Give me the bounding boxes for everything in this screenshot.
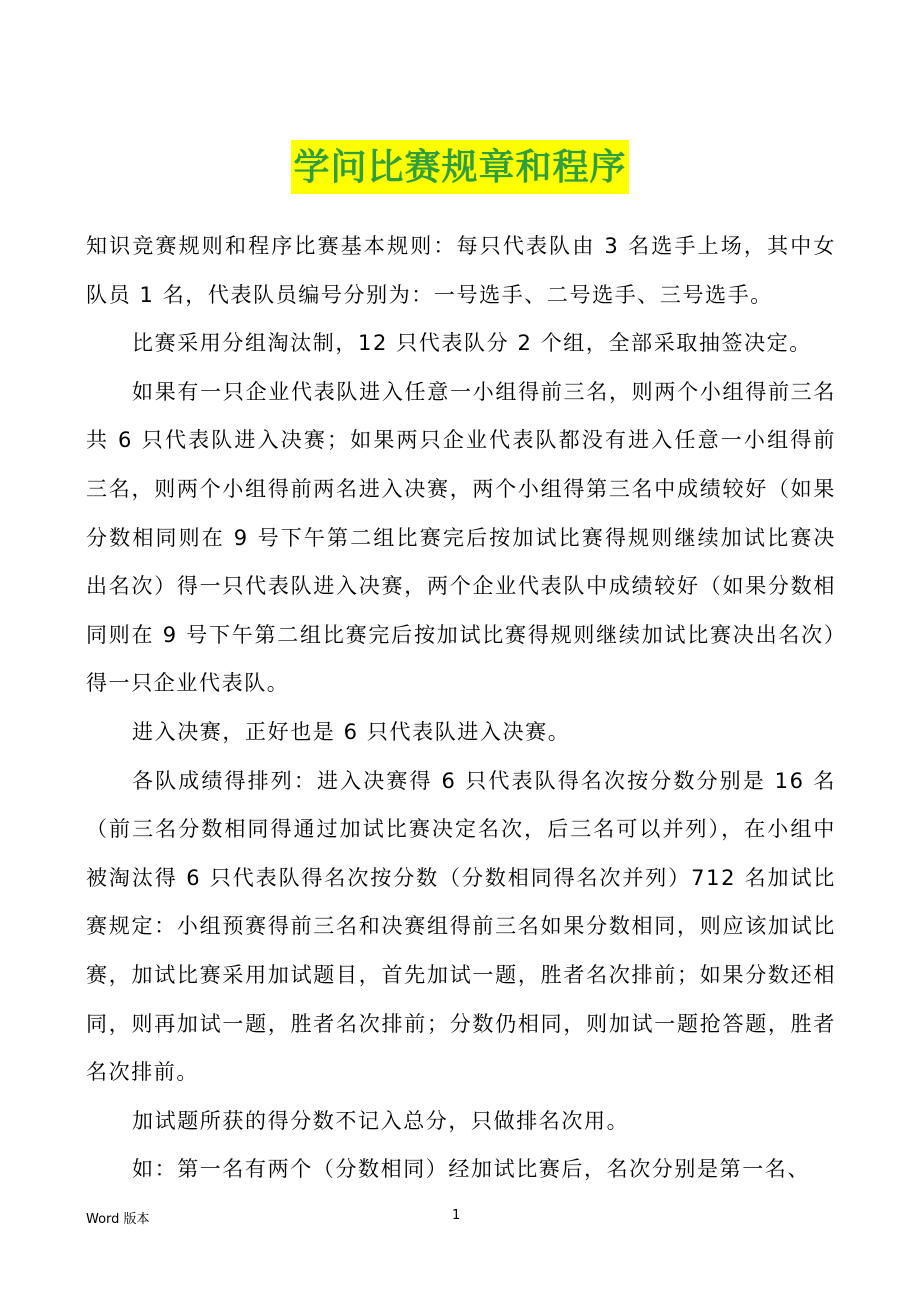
paragraph: 进入决赛，正好也是 6 只代表队进入决赛。 [132, 719, 571, 744]
paragraph: 知识竞赛规则和程序比赛基本规则：每只代表队由 3 名选手上场，其中女队员 1 名，代表队员编号分别为：一号选手、二号选手、三号选手。 [86, 234, 836, 307]
paragraph: 各队成绩得排列：进入决赛得 6 只代表队得名次按分数分别是 16 名（前三名分数相同得通过加试比赛决定名次，后三名可以并列），在小组中被淘汰得 6 只代表队得名次按分数（分数相同得名次并列）712 名加试比赛规定：小组预赛得前三名和决赛组得前三名如果分数相同，则应该加试比赛，加试比赛采用加试题目，首先加试一题，胜者名次排前；如果分数还相同，则再加试一题，胜者名次排前；分数仍相同，则加试一题抢答题，胜者名次排前。 [86, 768, 836, 1085]
footer-label: Word 版本 [86, 1212, 150, 1227]
document-title: 学问比赛规章和程序 [291, 140, 628, 194]
paragraph: 加试题所获的得分数不记入总分，只做排名次用。 [132, 1108, 630, 1133]
page-number: 1 [452, 1208, 461, 1223]
paragraph: 如：第一名有两个（分数相同）经加试比赛后，名次分别是第一名、 [132, 1157, 810, 1182]
paragraph: 比赛采用分组淘汰制，12 只代表队分 2 个组，全部采取抽签决定。 [132, 331, 812, 356]
title-container [0, 140, 920, 194]
paragraph: 如果有一只企业代表队进入任意一小组得前三名，则两个小组得前三名共 6 只代表队进入决赛；如果两只企业代表队都没有进入任意一小组得前三名，则两个小组得前两名进入决赛，两个小组得第三名中成绩较好（如果分数相同则在 9 号下午第二组比赛完后按加试比赛得规则继续加试比赛决出名次）得一只代表队进入决赛，两个企业代表队中成绩较好（如果分数相同则在 9 号下午第二组比赛完后按加试比赛得规则继续加试比赛决出名次）得一只企业代表队。 [86, 379, 836, 696]
document-body [86, 222, 836, 1194]
